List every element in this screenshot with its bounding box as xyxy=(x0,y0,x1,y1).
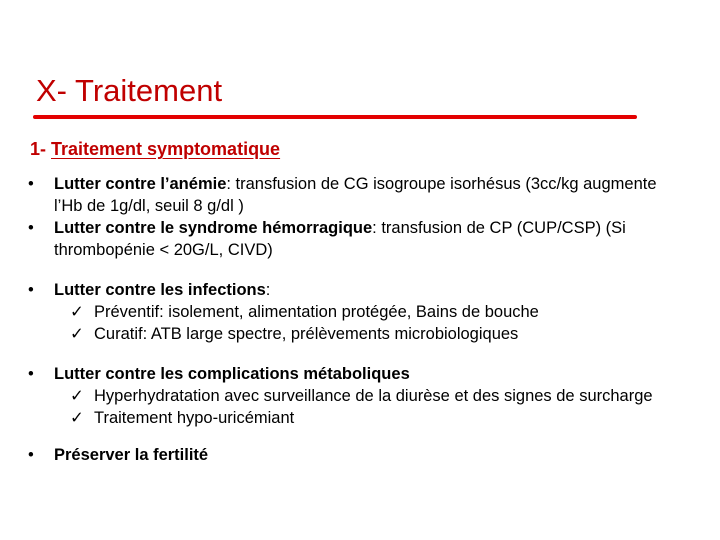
bullet-hemorragique xyxy=(28,217,688,261)
bullet-bold: Préserver la fertilité xyxy=(54,446,209,464)
section-title: Traitement symptomatique xyxy=(51,139,281,159)
title-underline xyxy=(33,115,637,119)
section-heading xyxy=(30,138,280,160)
sub-item-text: Traitement hypo-uricémiant xyxy=(94,409,295,427)
bullet-text: : transfusion de CP (CUP/CSP) (Si thrombopénie < 20G/L, CIVD) xyxy=(54,219,626,259)
check-icon: ✓ xyxy=(70,325,84,343)
bullet-icon: • xyxy=(28,281,34,299)
sub-item-text: Curatif: ATB large spectre, prélèvements microbiologiques xyxy=(94,325,519,343)
sub-item-hyperhydratation xyxy=(28,385,688,407)
sub-item-curatif xyxy=(28,323,688,345)
sub-item-hypo-uricemiant xyxy=(28,407,688,429)
bullet-icon: • xyxy=(28,175,34,193)
bullet-bold: Lutter contre les infections xyxy=(54,281,266,299)
sub-item-preventif xyxy=(28,301,688,323)
bullet-infections xyxy=(28,279,688,301)
bullet-icon: • xyxy=(28,446,34,464)
bullet-icon: • xyxy=(28,365,34,383)
slide-title: X- Traitement xyxy=(36,73,223,108)
bullet-icon: • xyxy=(28,219,34,237)
check-icon: ✓ xyxy=(70,409,84,427)
check-icon: ✓ xyxy=(70,387,84,405)
bullet-anemie xyxy=(28,173,688,217)
bullet-text: : transfusion de CG isogroupe isorhésus (3cc/kg augmente l’Hb de 1g/dl, seuil 8 g/dl ) xyxy=(54,175,657,215)
bullet-text: : xyxy=(265,281,271,299)
sub-item-text: Hyperhydratation avec surveillance de la diurèse et des signes de surcharge xyxy=(94,387,653,405)
bullet-bold: Lutter contre l’anémie xyxy=(54,175,227,193)
bullet-fertilite xyxy=(28,444,688,466)
sub-item-text: Préventif: isolement, alimentation protégée, Bains de bouche xyxy=(94,303,539,321)
bullet-metaboliques xyxy=(28,363,688,385)
section-number: 1- xyxy=(30,139,52,159)
bullet-bold: Lutter contre le syndrome hémorragique xyxy=(54,219,373,237)
bullet-bold: Lutter contre les complications métaboliques xyxy=(54,365,410,383)
bullet-list xyxy=(28,173,688,466)
check-icon: ✓ xyxy=(70,303,84,321)
